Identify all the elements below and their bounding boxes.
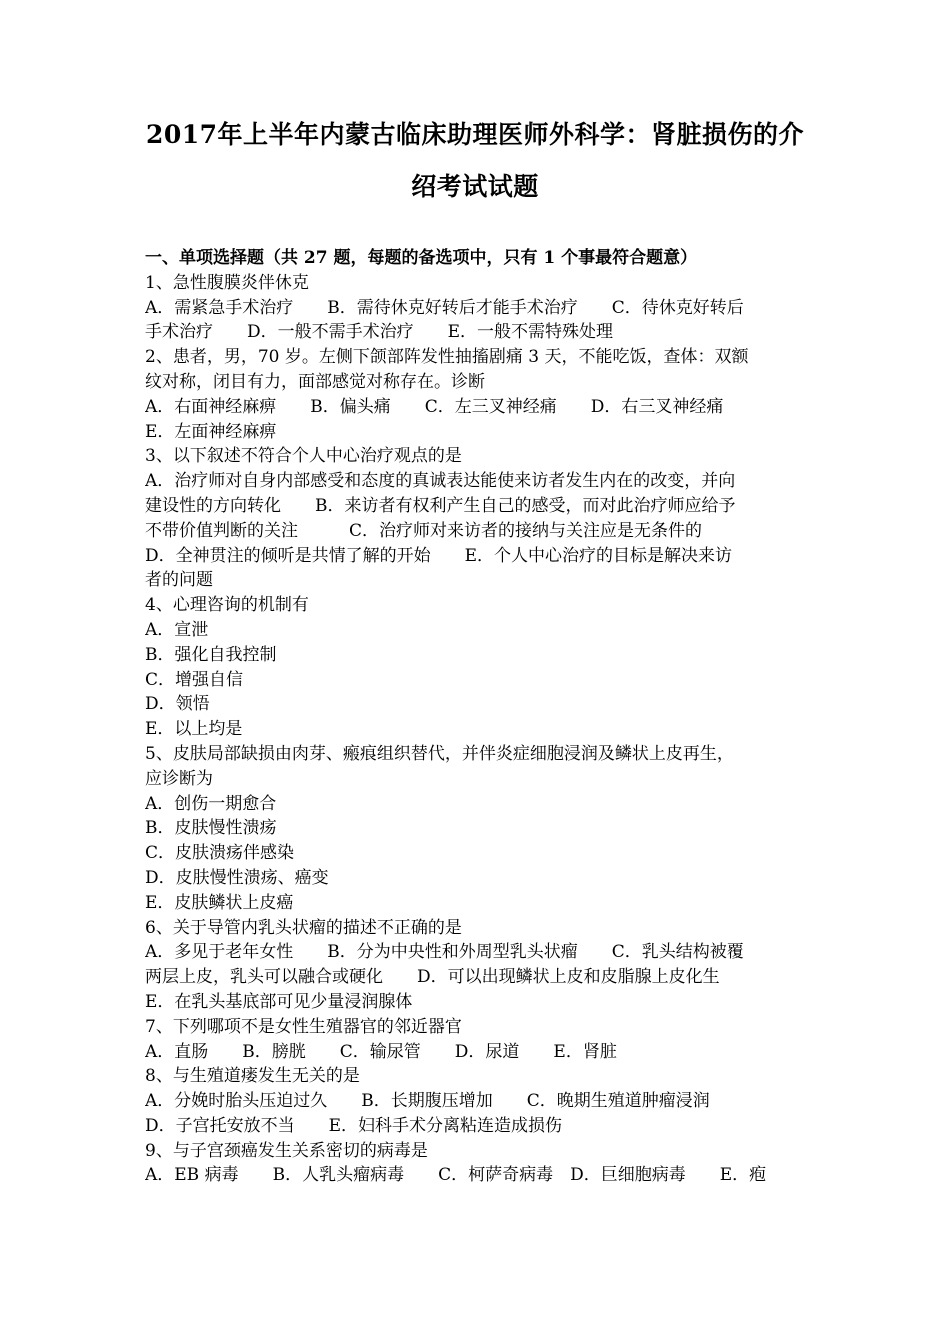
text-line: 者的问题 — [145, 570, 213, 591]
text-line: D．子宫托安放不当 E．妇科手术分离粘连造成损伤 — [145, 1115, 563, 1136]
text-line: C．皮肤溃疡伴感染 — [145, 843, 295, 864]
text-line: 纹对称，闭目有力，面部感觉对称存在。诊断 — [145, 371, 485, 392]
text-line: D．皮肤慢性溃疡、癌变 — [145, 867, 329, 888]
text-line: A．右面神经麻痹 B．偏头痛 C．左三叉神经痛 D．右三叉神经痛 — [145, 396, 724, 417]
text-line: 建设性的方向转化 B．来访者有权利产生自己的感受，而对此治疗师应给予 — [145, 495, 736, 516]
text-line: 两层上皮，乳头可以融合或硬化 D．可以出现鳞状上皮和皮脂腺上皮化生 — [145, 967, 720, 988]
question-line: 7、下列哪项不是女性生殖器官的邻近器官 — [145, 1016, 462, 1037]
text-line: A．分娩时胎头压迫过久 B．长期腹压增加 C．晚期生殖道肿瘤浸润 — [145, 1091, 710, 1112]
document-title-line-1: 2017年上半年内蒙古临床助理医师外科学：肾脏损伤的介 — [145, 120, 805, 149]
text-line: A．治疗师对自身内部感受和态度的真诚表达能使来访者发生内在的改变，并向 — [145, 471, 736, 492]
document-title-line-2: 绍考试试题 — [411, 172, 539, 201]
text-line: E．皮肤鳞状上皮癌 — [145, 892, 294, 913]
text-line: A．EB 病毒 B．人乳头瘤病毒 C．柯萨奇病毒 D．巨细胞病毒 E．疱 — [145, 1165, 767, 1186]
text-line: A．直肠 B．膀胱 C．输尿管 D．尿道 E．肾脏 — [145, 1041, 617, 1062]
question-line: 5、皮肤局部缺损由肉芽、瘢痕组织替代，并伴炎症细胞浸润及鳞状上皮再生， — [145, 743, 734, 764]
text-line: A．宣泄 — [145, 619, 209, 640]
text-line: E．在乳头基底部可见少量浸润腺体 — [145, 991, 413, 1012]
text-line: B．皮肤慢性溃疡 — [145, 818, 277, 839]
text-line: C．增强自信 — [145, 669, 244, 690]
question-line: 3、以下叙述不符合个人中心治疗观点的是 — [145, 446, 462, 467]
question-line: 1、急性腹膜炎伴休克 — [145, 272, 309, 293]
text-line: 不带价值判断的关注 C．治疗师对来访者的接纳与关注应是无条件的 — [145, 520, 703, 541]
text-line: D．全神贯注的倾听是共情了解的开始 E．个人中心治疗的目标是解决来访 — [145, 545, 733, 566]
section-heading: 一、单项选择题（共 27 题，每题的备选项中，只有 1 个事最符合题意） — [145, 248, 698, 268]
text-line: D．领悟 — [145, 694, 210, 715]
text-line: B．强化自我控制 — [145, 644, 277, 665]
question-line: 9、与子宫颈癌发生关系密切的病毒是 — [145, 1140, 428, 1161]
text-line: A．创伤一期愈合 — [145, 793, 277, 814]
text-line: 应诊断为 — [145, 768, 213, 789]
document-body — [145, 246, 810, 1188]
text-line: A．多见于老年女性 B．分为中央性和外周型乳头状瘤 C．乳头结构被覆 — [145, 942, 744, 963]
question-line: 2、患者，男，70 岁。左侧下颌部阵发性抽搐剧痛 3 天，不能吃饭，查体：双额 — [145, 347, 749, 368]
question-line: 8、与生殖道瘘发生无关的是 — [145, 1066, 360, 1087]
question-line: 6、关于导管内乳头状瘤的描述不正确的是 — [145, 917, 462, 938]
text-line: E．以上均是 — [145, 719, 243, 740]
text-line: A．需紧急手术治疗 B．需待休克好转后才能手术治疗 C．待休克好转后 — [145, 297, 744, 318]
question-line: 4、心理咨询的机制有 — [145, 595, 309, 616]
text-line: 手术治疗 D．一般不需手术治疗 E．一般不需特殊处理 — [145, 322, 614, 343]
text-line: E．左面神经麻痹 — [145, 421, 277, 442]
